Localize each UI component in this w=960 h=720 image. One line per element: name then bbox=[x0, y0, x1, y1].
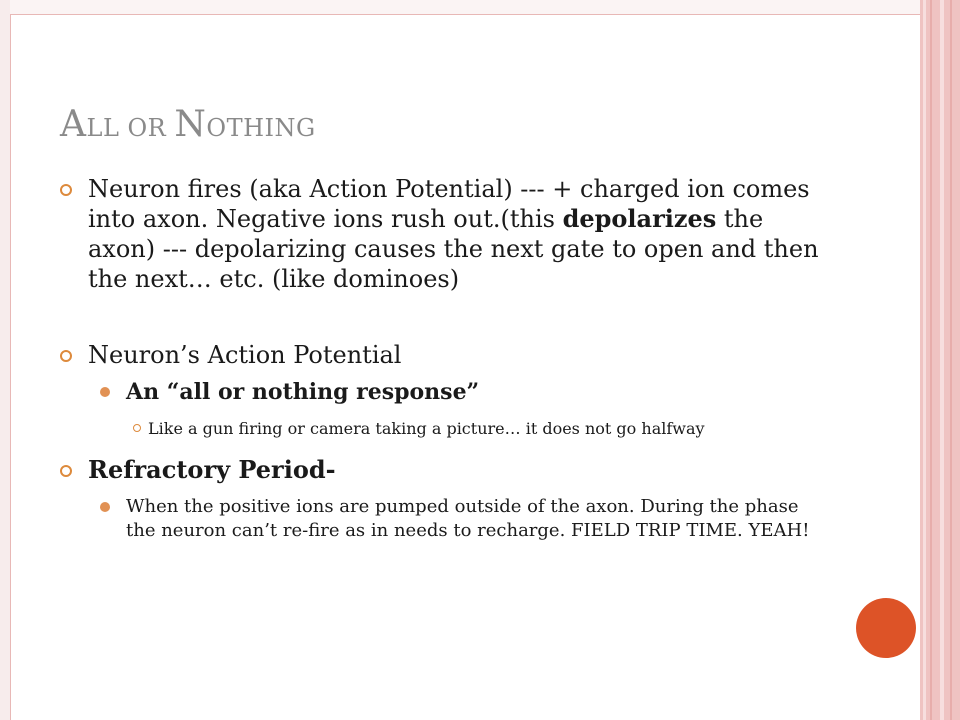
accent-circle bbox=[856, 598, 916, 658]
stripe-line bbox=[923, 0, 926, 720]
bullet-refractory bbox=[58, 455, 828, 485]
bullet-bold-term: depolarizes bbox=[562, 204, 717, 233]
sub-bullet-text: An “all or nothing response” bbox=[126, 379, 480, 405]
bullet-text: Neuron fires (aka Action Potential) --- + charged ion comes into axon. Negative ions rush out.(this bbox=[88, 175, 810, 233]
title-smallcaps: OTHING bbox=[206, 114, 316, 142]
bullet-text: Neuron’s Action Potential bbox=[88, 341, 402, 369]
slide-left-border bbox=[0, 0, 11, 720]
subsub-bullet-text: Like a gun firing or camera taking a picture… it does not go halfway bbox=[148, 419, 705, 438]
ring-bullet-icon bbox=[133, 424, 141, 432]
stripe-line bbox=[940, 0, 944, 720]
subsub-bullet-gun bbox=[58, 419, 828, 439]
sub-bullet-text: When the positive ions are pumped outside of the axon. During the phase the neuron can’t re-fire as in needs to recharge. FIELD TRIP TIME. YEAH! bbox=[126, 496, 810, 541]
dot-bullet-icon bbox=[100, 387, 110, 397]
bullet-text: the axon) --- depolarizing causes the next gate to open and then the next… etc. (like dominoes) bbox=[88, 205, 819, 293]
title-cap: A bbox=[60, 104, 87, 145]
ring-bullet-icon bbox=[60, 350, 72, 362]
dot-bullet-icon bbox=[100, 502, 110, 512]
sub-bullet-all-or-nothing bbox=[58, 378, 828, 407]
slide-title bbox=[60, 104, 316, 145]
title-cap: N bbox=[174, 104, 207, 145]
stripe-line bbox=[930, 0, 932, 720]
bullet-text: Refractory Period- bbox=[88, 455, 336, 484]
title-smallcaps: LL OR bbox=[86, 114, 175, 142]
bullet-neuron-fires bbox=[58, 174, 828, 294]
slide-top-border bbox=[10, 0, 920, 15]
slide-body bbox=[58, 174, 828, 543]
stripe-line bbox=[950, 0, 952, 720]
sub-bullet-refractory-detail bbox=[58, 495, 828, 543]
ring-bullet-icon bbox=[60, 465, 72, 477]
bullet-action-potential bbox=[58, 340, 828, 370]
ring-bullet-icon bbox=[60, 184, 72, 196]
